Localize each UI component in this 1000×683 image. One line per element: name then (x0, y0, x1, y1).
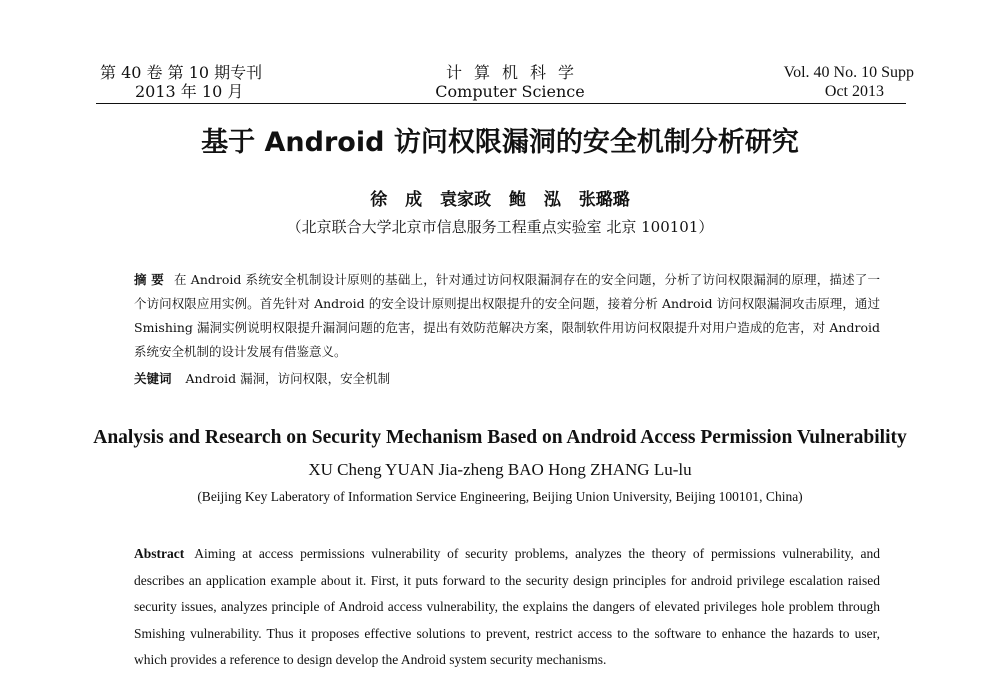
issue-date-cn: 2013 年 10 月 (135, 82, 244, 101)
keywords-cn (134, 369, 390, 387)
header-rule (96, 103, 906, 104)
volume-issue: 第 40 卷 第 10 期专刊 (100, 63, 263, 82)
affiliation-en: (Beijing Key Laberatory of Information Service Engineering, Beijing Union University, Beijing 100101, China) (197, 489, 803, 504)
issue-date-en: Oct 2013 (824, 83, 884, 100)
authors-cn: 徐 成 袁家政 鲍 泓 张璐璐 (370, 190, 630, 210)
journal-issue-info (100, 63, 262, 101)
affiliation-cn: （北京联合大学北京市信息服务工程重点实验室 北京 100101） (286, 218, 714, 236)
journal-name (420, 63, 600, 101)
volume-issue-en: Vol. 40 No. 10 Supp (783, 64, 914, 81)
abstract-en-label: Abstract (134, 546, 185, 561)
abstract-en-text: Aiming at access permissions vulnerability of security problems, analyzes the theory of permissions vulnerability, and describes an application example about it. First, it puts forward to the security design principles for android privilege escalation raised security issues, analyzes principle of Android access vulnerability, the explains the dangers of elevated privileges hole problem through Smishing vulnerability. Thus it proposes effective solutions to prevent, restrict access to the software to enhance the hazards to user, which provides a reference to design develop the Android system security mechanisms. (134, 546, 880, 667)
paper-title-cn: 基于 Android 访问权限漏洞的安全机制分析研究 (201, 127, 799, 158)
keywords-cn-text: Android 漏洞，访问权限，安全机制 (185, 371, 391, 386)
abstract-en (134, 541, 880, 674)
journal-name-cn: 计算机科学 (445, 63, 586, 82)
paper-title-en: Analysis and Research on Security Mechanism Based on Android Access Permission Vulnerability (93, 427, 907, 448)
journal-issue-info-en (784, 63, 914, 101)
abstract-cn (134, 268, 880, 364)
journal-name-en: Computer Science (435, 82, 585, 101)
abstract-cn-label: 摘 要 (134, 272, 164, 287)
authors-en: XU Cheng YUAN Jia-zheng BAO Hong ZHANG Lu-lu (308, 460, 692, 479)
keywords-cn-label: 关键词 (134, 371, 172, 386)
abstract-cn-text: 在 Android 系统安全机制设计原则的基础上，针对通过访问权限漏洞存在的安全问题，分析了访问权限漏洞的原理，描述了一个访问权限应用实例。首先针对 Android 的安全设计原则提出权限提升的安全问题，接着分析 Android 访问权限漏洞攻击原理，通过 Smishing 漏洞实例说明权限提升漏洞问题的危害，提出有效防范解决方案，限制软件用访问权限提升对用户造成的危害，对 Android 系统安全机制的设计发展有借鉴意义。 (134, 272, 880, 359)
